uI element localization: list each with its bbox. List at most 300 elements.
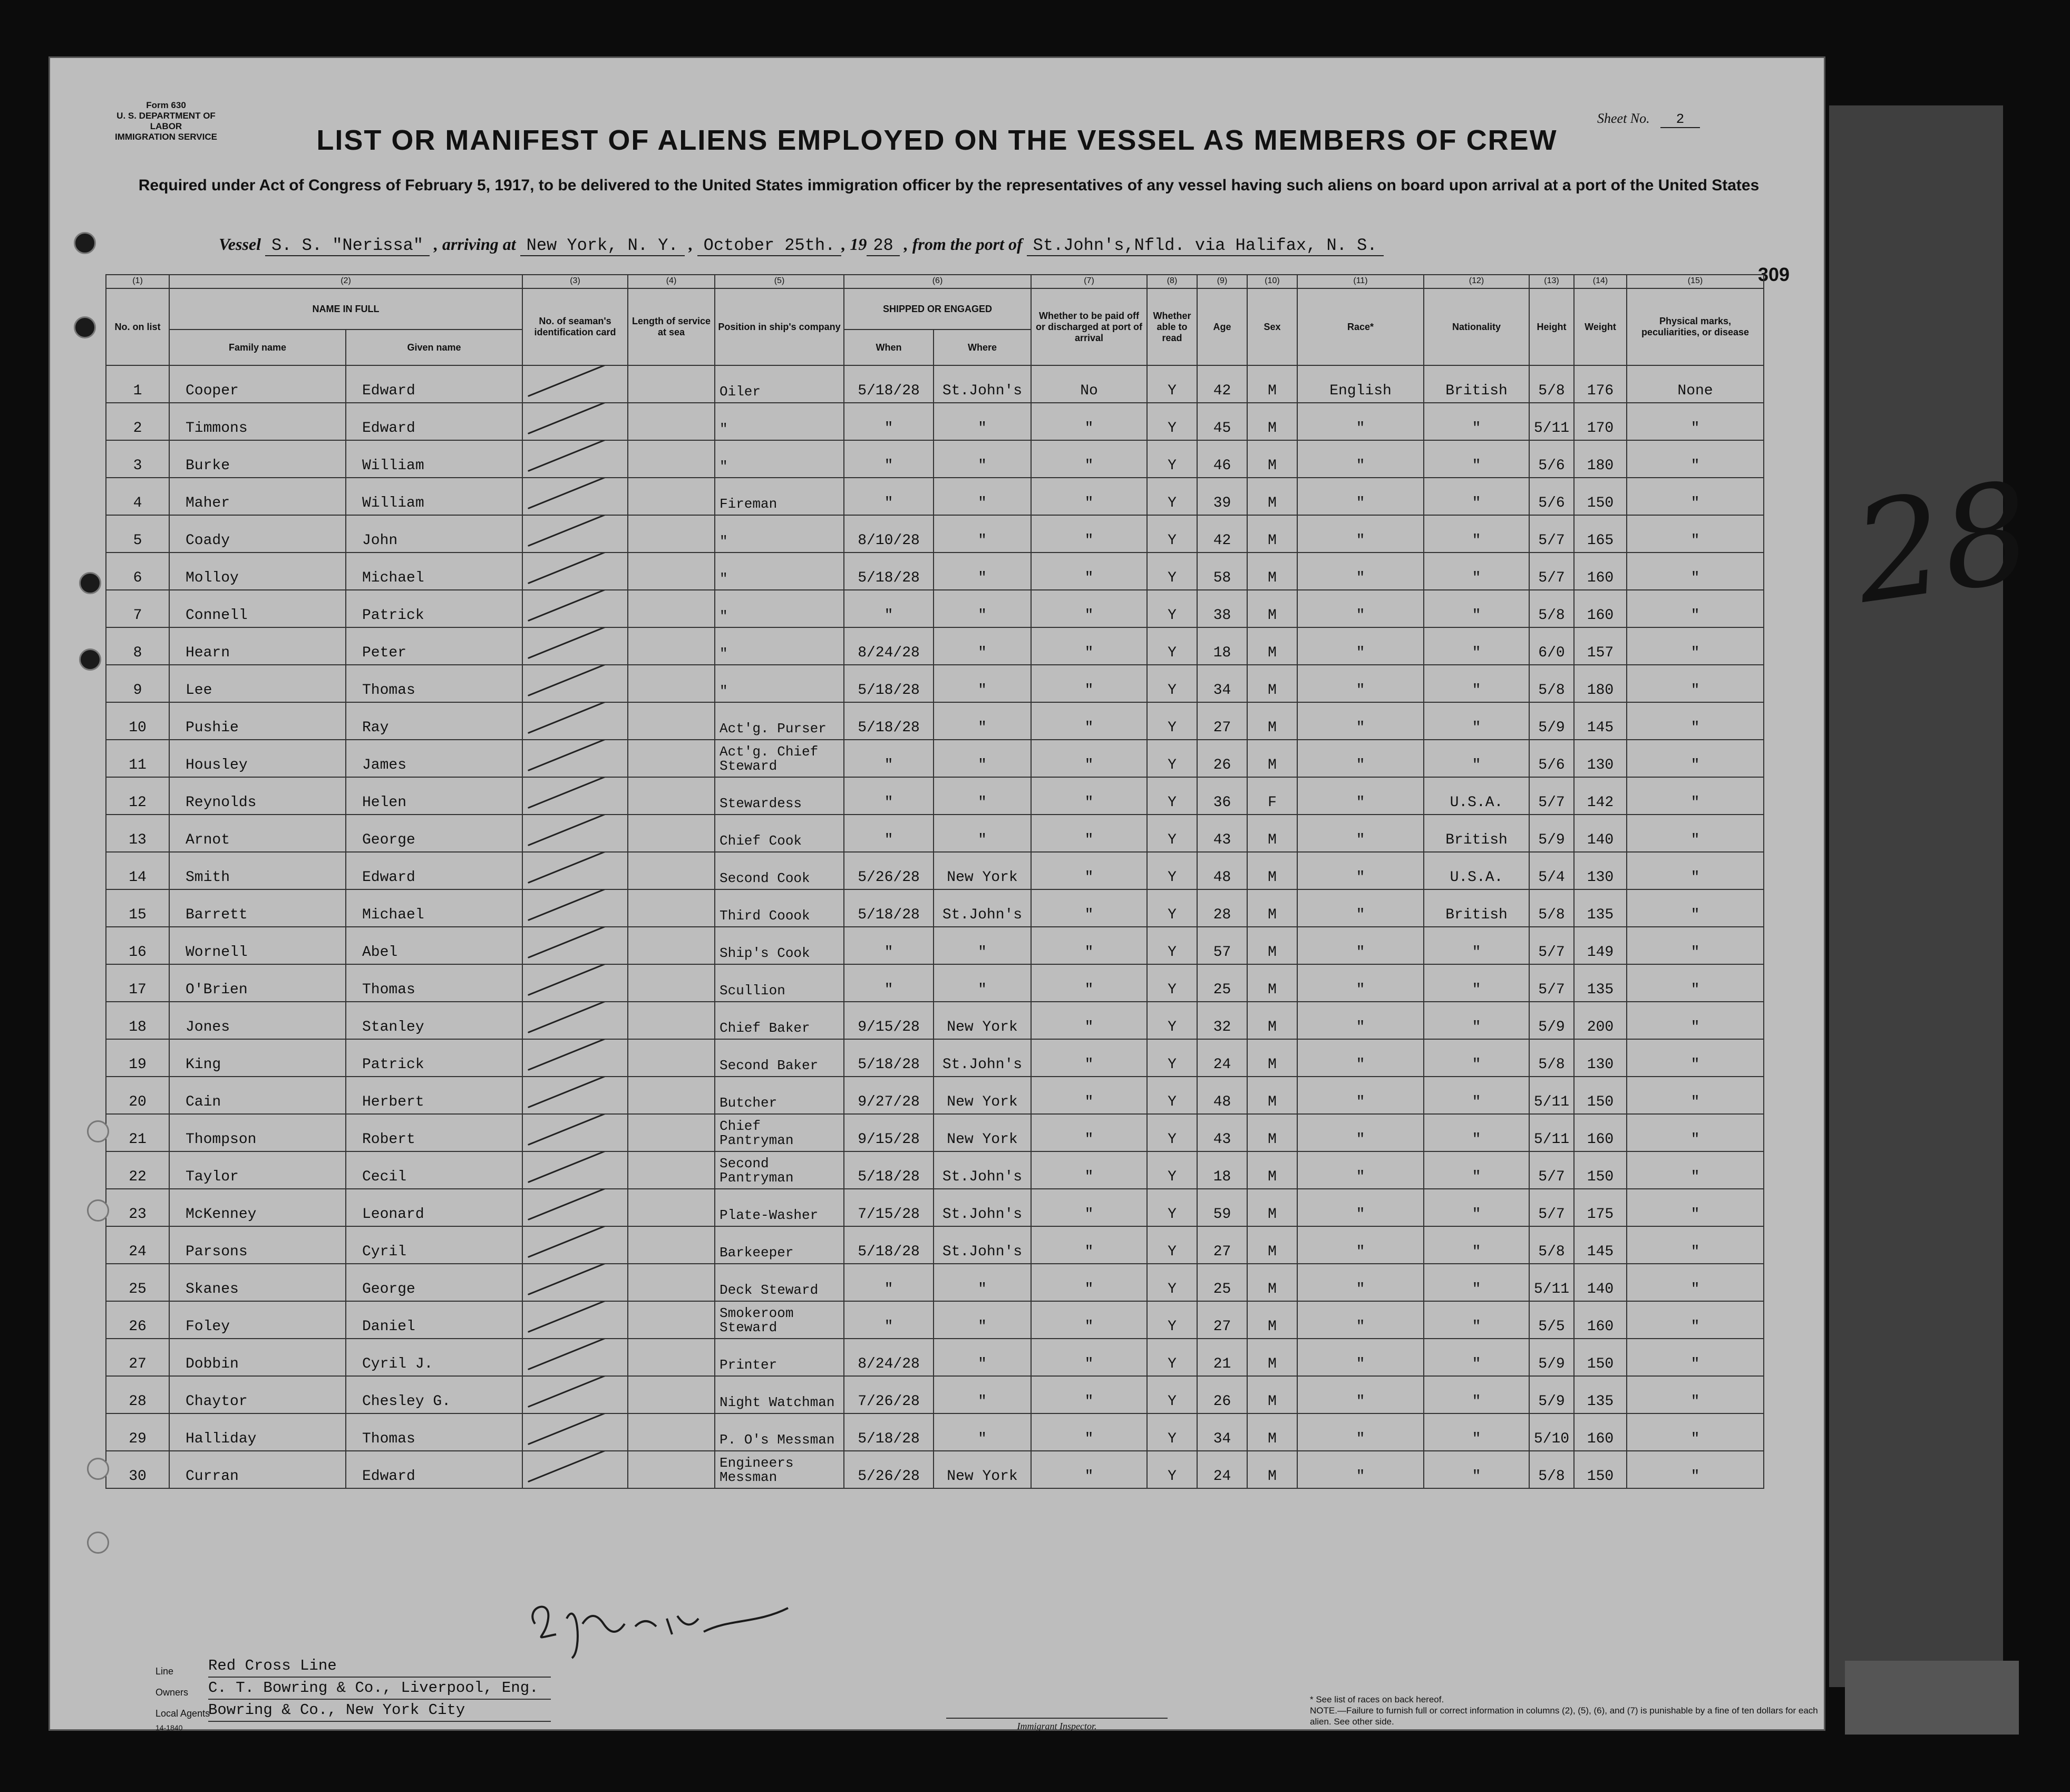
check-stroke: [528, 740, 606, 771]
nationality: British: [1424, 365, 1529, 403]
weight: 135: [1574, 964, 1627, 1002]
shipped-when: ": [844, 403, 934, 440]
nationality: ": [1424, 1077, 1529, 1114]
given-name: Edward: [346, 852, 522, 889]
shipped-when: 5/18/28: [844, 702, 934, 740]
sheet-number-label: Sheet No.: [1597, 111, 1650, 126]
race: ": [1297, 1189, 1424, 1226]
inspector-signature: [519, 1587, 793, 1661]
age: 58: [1197, 553, 1247, 590]
id-card: [522, 1189, 628, 1226]
able-to-read: Y: [1147, 440, 1197, 478]
given-name: Stanley: [346, 1002, 522, 1039]
sex: M: [1247, 1413, 1297, 1451]
row-number: 10: [106, 702, 169, 740]
family-name: Lee: [169, 665, 346, 702]
crew-table: [105, 274, 1764, 1489]
weight: 180: [1574, 665, 1627, 702]
length-of-service: [628, 740, 715, 777]
family-name: Taylor: [169, 1151, 346, 1189]
sex: M: [1247, 815, 1297, 852]
row-number: 28: [106, 1376, 169, 1413]
family-name: Chaytor: [169, 1376, 346, 1413]
sex: M: [1247, 1002, 1297, 1039]
length-of-service: [628, 590, 715, 627]
shipped-where: ": [934, 927, 1031, 964]
position: Chief Cook: [715, 815, 844, 852]
table-row: [106, 590, 1764, 627]
nationality: British: [1424, 815, 1529, 852]
row-number: 23: [106, 1189, 169, 1226]
position: Scullion: [715, 964, 844, 1002]
table-row: [106, 1114, 1764, 1151]
race: ": [1297, 1451, 1424, 1488]
physical-marks: ": [1627, 515, 1764, 553]
race: ": [1297, 1301, 1424, 1339]
physical-marks: ": [1627, 440, 1764, 478]
race: ": [1297, 852, 1424, 889]
check-stroke: [528, 1301, 606, 1333]
given-name: Thomas: [346, 964, 522, 1002]
given-name: Herbert: [346, 1077, 522, 1114]
given-name: Thomas: [346, 1413, 522, 1451]
race: ": [1297, 553, 1424, 590]
sex: M: [1247, 1114, 1297, 1151]
line-label: Line: [156, 1666, 174, 1677]
header-name-in-full: NAME IN FULL: [169, 288, 522, 330]
physical-marks: ": [1627, 1002, 1764, 1039]
check-stroke: [528, 478, 606, 509]
position: ": [715, 590, 844, 627]
race: ": [1297, 815, 1424, 852]
agents-label: Local Agents: [156, 1708, 210, 1719]
age: 25: [1197, 964, 1247, 1002]
check-stroke: [528, 440, 606, 472]
length-of-service: [628, 665, 715, 702]
shipped-where: St.John's: [934, 1189, 1031, 1226]
given-name: Michael: [346, 889, 522, 927]
sex: M: [1247, 1151, 1297, 1189]
nationality: ": [1424, 702, 1529, 740]
age: 27: [1197, 1226, 1247, 1264]
weight: 165: [1574, 515, 1627, 553]
sex: M: [1247, 1077, 1297, 1114]
physical-marks: ": [1627, 777, 1764, 815]
shipped-when: 5/18/28: [844, 665, 934, 702]
id-card: [522, 1114, 628, 1151]
paid-off: ": [1031, 740, 1147, 777]
col-no-10: (10): [1247, 275, 1297, 288]
position: Second Cook: [715, 852, 844, 889]
shipped-where: ": [934, 1264, 1031, 1301]
shipped-when: 5/26/28: [844, 1451, 934, 1488]
shipped-where: ": [934, 1413, 1031, 1451]
nationality: ": [1424, 1339, 1529, 1376]
nationality: British: [1424, 889, 1529, 927]
row-number: 22: [106, 1151, 169, 1189]
family-name: Burke: [169, 440, 346, 478]
id-card: [522, 553, 628, 590]
check-stroke: [528, 889, 606, 921]
family-name: Wornell: [169, 927, 346, 964]
shipped-when: 7/15/28: [844, 1189, 934, 1226]
weight: 135: [1574, 1376, 1627, 1413]
age: 45: [1197, 403, 1247, 440]
age: 21: [1197, 1339, 1247, 1376]
race: ": [1297, 1339, 1424, 1376]
binder-hole: [87, 1458, 109, 1480]
paid-off: ": [1031, 889, 1147, 927]
race: ": [1297, 440, 1424, 478]
arriving-label: , arriving at: [434, 235, 516, 254]
physical-marks: None: [1627, 365, 1764, 403]
position: Smokeroom Steward: [715, 1301, 844, 1339]
given-name: Cyril: [346, 1226, 522, 1264]
page-stamp-number: 309: [1758, 264, 1790, 285]
length-of-service: [628, 777, 715, 815]
shipped-when: ": [844, 964, 934, 1002]
table-row: [106, 1002, 1764, 1039]
paid-off: ": [1031, 964, 1147, 1002]
table-row: [106, 1077, 1764, 1114]
length-of-service: [628, 403, 715, 440]
family-name: Thompson: [169, 1114, 346, 1151]
family-name: Reynolds: [169, 777, 346, 815]
age: 36: [1197, 777, 1247, 815]
weight: 160: [1574, 590, 1627, 627]
length-of-service: [628, 627, 715, 665]
age: 42: [1197, 365, 1247, 403]
check-stroke: [528, 365, 606, 397]
physical-marks: ": [1627, 665, 1764, 702]
height: 5/11: [1529, 1264, 1574, 1301]
nationality: ": [1424, 740, 1529, 777]
row-number: 18: [106, 1002, 169, 1039]
header-able-to-read: Whether able to read: [1147, 288, 1197, 365]
page-subtitle: Required under Act of Congress of February 5, 1917, to be delivered to the United States immigration officer by the representatives of any vessel having such aliens on board upon arrival at a port of the United States: [138, 177, 1760, 194]
sex: F: [1247, 777, 1297, 815]
shipped-where: ": [934, 590, 1031, 627]
nationality: ": [1424, 1451, 1529, 1488]
id-card: [522, 478, 628, 515]
adjacent-page-edge-bottom: [1845, 1661, 2019, 1735]
shipped-when: 8/24/28: [844, 627, 934, 665]
weight: 149: [1574, 927, 1627, 964]
physical-marks: ": [1627, 1264, 1764, 1301]
sex: M: [1247, 478, 1297, 515]
table-row: [106, 1451, 1764, 1488]
nationality: ": [1424, 1151, 1529, 1189]
able-to-read: Y: [1147, 815, 1197, 852]
race: ": [1297, 1264, 1424, 1301]
row-number: 17: [106, 964, 169, 1002]
height: 5/9: [1529, 815, 1574, 852]
age: 38: [1197, 590, 1247, 627]
age: 48: [1197, 1077, 1247, 1114]
paid-off: ": [1031, 852, 1147, 889]
shipped-where: ": [934, 1301, 1031, 1339]
paid-off: ": [1031, 777, 1147, 815]
owners-label: Owners: [156, 1687, 189, 1698]
table-row: [106, 553, 1764, 590]
table-row: [106, 1039, 1764, 1077]
physical-marks: ": [1627, 852, 1764, 889]
able-to-read: Y: [1147, 590, 1197, 627]
able-to-read: Y: [1147, 1039, 1197, 1077]
shipped-when: 5/18/28: [844, 365, 934, 403]
id-card: [522, 403, 628, 440]
physical-marks: ": [1627, 1151, 1764, 1189]
header-paid-off: Whether to be paid off or discharged at port of arrival: [1031, 288, 1147, 365]
table-row: [106, 665, 1764, 702]
race: ": [1297, 1376, 1424, 1413]
check-stroke: [528, 777, 606, 809]
position: Oiler: [715, 365, 844, 403]
shipped-where: ": [934, 553, 1031, 590]
paid-off: ": [1031, 403, 1147, 440]
header-no-on-list: No. on list: [106, 288, 169, 365]
physical-marks: ": [1627, 740, 1764, 777]
able-to-read: Y: [1147, 665, 1197, 702]
weight: 157: [1574, 627, 1627, 665]
position: Act'g. Chief Steward: [715, 740, 844, 777]
table-row: [106, 1301, 1764, 1339]
position: ": [715, 440, 844, 478]
paid-off: ": [1031, 1376, 1147, 1413]
shipped-where: ": [934, 515, 1031, 553]
id-card: [522, 1264, 628, 1301]
length-of-service: [628, 1264, 715, 1301]
physical-marks: ": [1627, 1451, 1764, 1488]
table-row: [106, 1339, 1764, 1376]
weight: 175: [1574, 1189, 1627, 1226]
row-number: 6: [106, 553, 169, 590]
position: Stewardess: [715, 777, 844, 815]
table-row: [106, 403, 1764, 440]
given-name: Patrick: [346, 1039, 522, 1077]
shipped-where: New York: [934, 1451, 1031, 1488]
age: 25: [1197, 1264, 1247, 1301]
paid-off: ": [1031, 665, 1147, 702]
weight: 140: [1574, 1264, 1627, 1301]
table-row: [106, 1376, 1764, 1413]
nationality: ": [1424, 515, 1529, 553]
paid-off: ": [1031, 1451, 1147, 1488]
family-name: Cooper: [169, 365, 346, 403]
race: ": [1297, 964, 1424, 1002]
check-stroke: [528, 927, 606, 958]
vessel-line: Vessel S. S. "Nerissa" , arriving at New York, N. Y. , October 25th. , 19 28 , from the port of St.John's,Nfld. via Halifax, N. S.: [219, 235, 1747, 255]
age: 57: [1197, 927, 1247, 964]
able-to-read: Y: [1147, 964, 1197, 1002]
family-name: Connell: [169, 590, 346, 627]
weight: 160: [1574, 553, 1627, 590]
paid-off: ": [1031, 1226, 1147, 1264]
length-of-service: [628, 1413, 715, 1451]
footer-notes: [1310, 1694, 1826, 1727]
age: 39: [1197, 478, 1247, 515]
race: ": [1297, 1114, 1424, 1151]
given-name: Leonard: [346, 1189, 522, 1226]
given-name: Edward: [346, 1451, 522, 1488]
shipped-when: ": [844, 590, 934, 627]
header-sex: Sex: [1247, 288, 1297, 365]
table-row: [106, 1264, 1764, 1301]
given-name: Abel: [346, 927, 522, 964]
able-to-read: Y: [1147, 553, 1197, 590]
able-to-read: Y: [1147, 515, 1197, 553]
height: 5/10: [1529, 1413, 1574, 1451]
length-of-service: [628, 553, 715, 590]
binder-hole: [79, 572, 101, 594]
length-of-service: [628, 1451, 715, 1488]
paid-off: ": [1031, 1301, 1147, 1339]
id-card: [522, 1226, 628, 1264]
race: ": [1297, 1151, 1424, 1189]
weight: 150: [1574, 1077, 1627, 1114]
family-name: Curran: [169, 1451, 346, 1488]
id-card: [522, 1039, 628, 1077]
physical-marks: ": [1627, 1301, 1764, 1339]
binder-hole: [87, 1120, 109, 1142]
family-name: Pushie: [169, 702, 346, 740]
nationality: ": [1424, 964, 1529, 1002]
race: ": [1297, 478, 1424, 515]
header-shipped-or-engaged: SHIPPED OR ENGAGED: [844, 288, 1031, 330]
shipped-when: 5/18/28: [844, 1151, 934, 1189]
table-row: [106, 1226, 1764, 1264]
height: 5/11: [1529, 403, 1574, 440]
binder-hole: [74, 232, 96, 254]
nationality: ": [1424, 590, 1529, 627]
able-to-read: Y: [1147, 1413, 1197, 1451]
height: 5/8: [1529, 889, 1574, 927]
paid-off: ": [1031, 553, 1147, 590]
length-of-service: [628, 815, 715, 852]
id-card: [522, 1376, 628, 1413]
height: 5/8: [1529, 665, 1574, 702]
id-card: [522, 1002, 628, 1039]
header-race: Race*: [1297, 288, 1424, 365]
check-stroke: [528, 1339, 606, 1370]
nationality: ": [1424, 1039, 1529, 1077]
col-no-8: (8): [1147, 275, 1197, 288]
weight: 180: [1574, 440, 1627, 478]
header-age: Age: [1197, 288, 1247, 365]
header-weight: Weight: [1574, 288, 1627, 365]
binder-hole: [87, 1199, 109, 1222]
shipped-when: 8/10/28: [844, 515, 934, 553]
shipped-where: ": [934, 1376, 1031, 1413]
shipped-where: ": [934, 964, 1031, 1002]
id-card: [522, 777, 628, 815]
length-of-service: [628, 1226, 715, 1264]
header-given-name: Given name: [346, 330, 522, 365]
given-name: George: [346, 815, 522, 852]
race: ": [1297, 403, 1424, 440]
row-number: 26: [106, 1301, 169, 1339]
row-number: 14: [106, 852, 169, 889]
shipped-where: New York: [934, 1002, 1031, 1039]
header-id-card: No. of seaman's identification card: [522, 288, 628, 365]
given-name: William: [346, 478, 522, 515]
race: ": [1297, 702, 1424, 740]
physical-marks: ": [1627, 1077, 1764, 1114]
weight: 130: [1574, 852, 1627, 889]
length-of-service: [628, 1339, 715, 1376]
check-stroke: [528, 1451, 606, 1483]
header-row-top: [106, 288, 1764, 330]
table-row: [106, 440, 1764, 478]
able-to-read: Y: [1147, 1077, 1197, 1114]
row-number: 30: [106, 1451, 169, 1488]
length-of-service: [628, 365, 715, 403]
age: 26: [1197, 1376, 1247, 1413]
check-stroke: [528, 1226, 606, 1258]
id-card: [522, 1301, 628, 1339]
length-of-service: [628, 1077, 715, 1114]
able-to-read: Y: [1147, 1339, 1197, 1376]
sex: M: [1247, 553, 1297, 590]
position: Third Coook: [715, 889, 844, 927]
nationality: ": [1424, 440, 1529, 478]
nationality: ": [1424, 1226, 1529, 1264]
height: 5/11: [1529, 1077, 1574, 1114]
shipped-when: 5/26/28: [844, 852, 934, 889]
age: 34: [1197, 665, 1247, 702]
paid-off: ": [1031, 627, 1147, 665]
shipped-when: ": [844, 815, 934, 852]
shipped-where: ": [934, 665, 1031, 702]
length-of-service: [628, 1376, 715, 1413]
col-no-15: (15): [1627, 275, 1764, 288]
position: Fireman: [715, 478, 844, 515]
check-stroke: [528, 627, 606, 659]
binder-hole: [87, 1532, 109, 1554]
id-card: [522, 590, 628, 627]
given-name: Ray: [346, 702, 522, 740]
table-row: [106, 365, 1764, 403]
row-number: 27: [106, 1339, 169, 1376]
col-no-6: (6): [844, 275, 1031, 288]
given-name: George: [346, 1264, 522, 1301]
height: 5/7: [1529, 515, 1574, 553]
shipped-where: ": [934, 1339, 1031, 1376]
given-name: John: [346, 515, 522, 553]
race: ": [1297, 665, 1424, 702]
table-row: [106, 627, 1764, 665]
id-card: [522, 889, 628, 927]
age: 32: [1197, 1002, 1247, 1039]
sex: M: [1247, 665, 1297, 702]
age: 28: [1197, 889, 1247, 927]
footer-labels: [156, 1661, 210, 1731]
family-name: Parsons: [169, 1226, 346, 1264]
height: 5/7: [1529, 553, 1574, 590]
shipped-when: 5/18/28: [844, 1226, 934, 1264]
page-title: LIST OR MANIFEST OF ALIENS EMPLOYED ON THE VESSEL AS MEMBERS OF CREW: [316, 124, 1558, 156]
length-of-service: [628, 964, 715, 1002]
table-row: [106, 1151, 1764, 1189]
nationality: U.S.A.: [1424, 777, 1529, 815]
given-name: Chesley G.: [346, 1376, 522, 1413]
row-number: 19: [106, 1039, 169, 1077]
paid-off: ": [1031, 927, 1147, 964]
col-no-5: (5): [715, 275, 844, 288]
weight: 150: [1574, 478, 1627, 515]
shipped-where: ": [934, 403, 1031, 440]
physical-marks: ": [1627, 1339, 1764, 1376]
